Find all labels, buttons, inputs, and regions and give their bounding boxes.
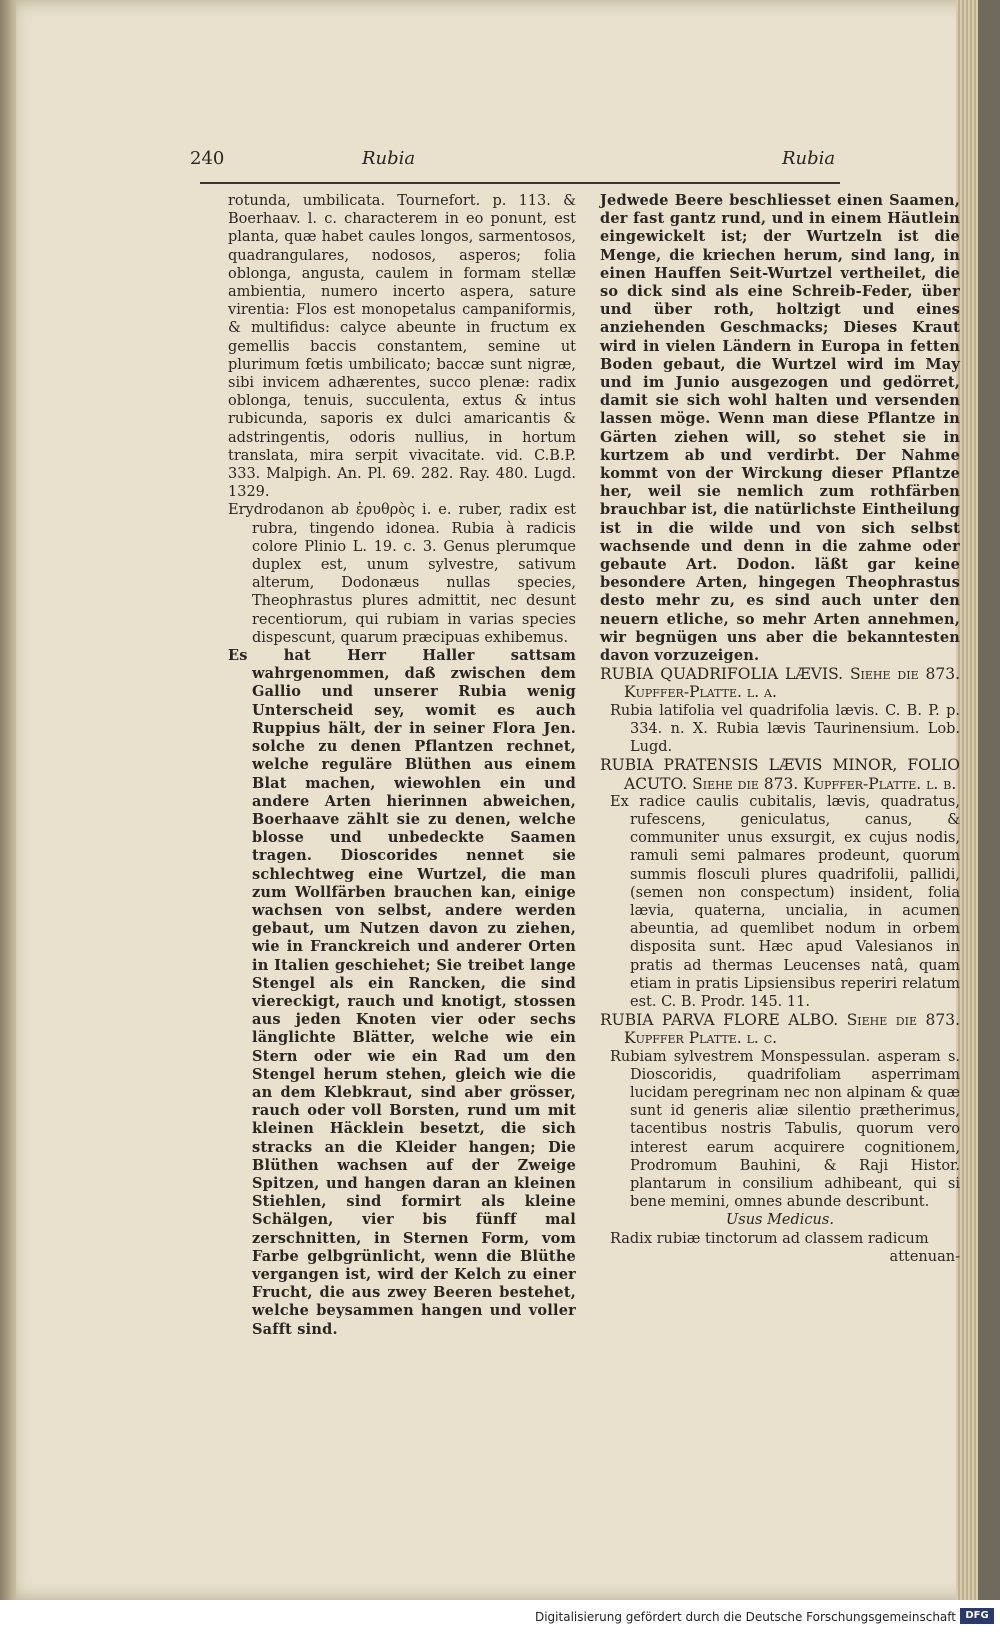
- running-header: [190, 148, 836, 178]
- paragraph-etymology: Erydrodanon ab ἐρυθρὸς i. e. ruber, radix est rubra, tingendo idonea. Rubia à radicis colore Plinio L. 19. c. 3. Genus plerumque duplex est, unum sylvestre, sativum alterum, Dodonæus nullas species, Theophrastus plures admittit, nec desunt recentiorum, qui rubiam in varias species dispescunt, quarum præcipuas exhibemus.: [228, 502, 576, 646]
- entry-description-pratensis: Ex radice caulis cubitalis, lævis, quadratus, rufescens, geniculatus, canus, & communiter unus exsurgit, ex cujus nodis, ramuli semi palmares prodeunt, quorum summis flosculi plures quadrifolii, pallidi, (semen non conspectum) insident, folia lævia, quaterna, uncialia, in acumen abeuntia, ad quemlibet nodum in orbem disposita sunt. Hæc apud Valesianos in pratis ad thermas Leucenses natâ, quam etiam in pratis Lipsiensibus reperiri relatum est. C. B. Prodr. 145. 11.: [610, 793, 960, 1010]
- entry-heading-quadrifolia: RUBIA QUADRIFOLIA LÆVIS. Siehe die 873. Kupffer-Platte. l. a.: [600, 665, 960, 702]
- catchword: attenuan-: [889, 1248, 960, 1265]
- left-column: [228, 192, 576, 1339]
- entry-heading-parva: RUBIA PARVA FLORE ALBO. Siehe die 873. Kupffer Platte. l. c.: [600, 1011, 960, 1048]
- paragraph-german-description: Es hat Herr Haller sattsam wahrgenommen, daß zwischen dem Gallio und unserer Rubia wenig Unterscheid sey, womit es auch Ruppius hält, der in seiner Flora Jen. solche zu denen Pflantzen rechnet, welche reguläre Blüthen aus einem Blat machen, wiewohlen ein und andere Arten hierinnen abweichen, Boerhaave zählt sie zu denen, welche blosse und unbedeckte Saamen tragen. Dioscorides nennet sie schlechtweg eine Wurtzel, die man zum Wollfärben brauchen kan, einige wachsen von selbst, andere werden gebaut, um Nutzen davon zu ziehen, wie in Franckreich und anderer Orten in Italien geschiehet; Sie treibet lange Stengel als ein Rancken, die sind viereckigt, rauch und knotigt, stossen aus jeden Knoten vier oder sechs länglichte Blätter, welche wie ein Stern oder wie ein Rad um den Stengel herum stehen, gleich wie die an dem Klebkraut, sind aber grösser, rauch oder voll Borsten, rund um mit kleinen Häcklein besetzt, die sich stracks an die Kleider hangen; Die Blüthen wachsen auf der Zweige Spitzen, und hangen daran an kleinen Stiehlen, sind formirt als kleine Schälgen, vier bis fünff mal zerschnitten, in Sternen Form, vom Farbe gelbgrünlicht, wenn die Blüthe vergangen ist, wird der Kelch zu einer Frucht, die aus zwey Beeren bestehet, welche beysammen hangen und voller Safft sind.: [228, 647, 576, 1338]
- left-running-title: Rubia: [362, 148, 416, 169]
- right-running-title: Rubia: [782, 148, 836, 169]
- entry-description-parva: Rubiam sylvestrem Monspessulan. asperam s. Dioscoridis, quadrifoliam asperrimam lucidam peregrinam nec non alpinam & quæ sunt id generis aliæ silentio prætherimus, tacentibus nostris Tabulis, quorum vero interest earum acquirere cognitionem, Prodromum Bauhini, & Raji Histor. plantarum in consilium adhibeant, qui si bene memini, omnes abunde describunt.: [610, 1048, 960, 1211]
- paragraph-usus-medicus: Radix rubiæ tinctorum ad classem radicum: [610, 1230, 929, 1247]
- entry-heading-pratensis: RUBIA PRATENSIS LÆVIS MINOR, FOLIO ACUTO. Siehe die 873. Kupffer-Platte. l. b.: [600, 756, 960, 793]
- paragraph-german-continued: Jedwede Beere beschliesset einen Saamen, der fast gantz rund, und in einem Häutlein eingewickelt ist; der Wurtzeln ist die Menge, die kriechen herum, sind lang, in einen Hauffen Seit-Wurtzel vertheilet, die so dick sind als eine Schreib-Feder, über und über roth, holtzigt und eines anziehenden Geschmacks; Dieses Kraut wird in vielen Ländern in Europa in fetten Boden gebaut, die Wurtzel wird im May und im Junio ausgezogen und gedörret, damit sie sich wohl halten und versenden lassen möge. Wenn man diese Pflantze in Gärten ziehen will, so stehet sie in kurtzem ab und verdirbt. Der Nahme kommt von der Wirckung dieser Pflantze her, weil sie nemlich zum rothfärben brauchbar ist, die natürlichste Eintheilung ist in die wilde und von sich selbst wachsende und denn in die zahme oder gebaute Art. Dodon. läßt gar keine besondere Arten, hingegen Theophrastus desto mehr zu, es sind auch unter den neuern etliche, so mehr Arten annehmen, wir begnügen uns aber die bekanntesten davon vorzuzeigen.: [600, 192, 960, 665]
- footer-credit: Digitalisierung gefördert durch die Deutsche Forschungsgemeinschaft: [534, 1610, 956, 1624]
- digitization-footer: [0, 1600, 1000, 1634]
- entry-synonyms-quadrifolia: Rubia latifolia vel quadrifolia lævis. C. B. P. p. 334. n. X. Rubia lævis Taurinensium. Lob. Lugd.: [610, 702, 960, 756]
- right-column: [600, 192, 960, 1266]
- page-number: 240: [190, 148, 225, 169]
- header-rule: [200, 182, 840, 184]
- book-spine: [0, 0, 16, 1600]
- dfg-logo: DFG: [960, 1608, 994, 1624]
- paragraph-latin-description: rotunda, umbilicata. Tournefort. p. 113. & Boerhaav. l. c. characterem in eo ponunt, est planta, quæ habet caules longos, sarmentosos, quadrangulares, nodosos, asperos; folia oblonga, angusta, caulem in formam stellæ ambientia, numero incerto aspera, sature virentia: Flos est monopetalus campaniformis, & multifidus: calyce abeunte in fructum ex gemellis baccis constantem, semine ut plurimum fœtis umbilicato; baccæ sunt nigræ, sibi invicem adhærentes, succo plenæ: radix oblonga, tenuis, succulenta, extus & intus rubicunda, saporis ex dulci amaricantis & adstringentis, odoris nullius, in hortum translata, mira serpit vivacitate. vid. C.B.P. 333. Malpigh. An. Pl. 69. 282. Ray. 480. Lugd. 1329.: [228, 193, 576, 501]
- section-heading-usus-medicus: Usus Medicus.: [726, 1212, 834, 1229]
